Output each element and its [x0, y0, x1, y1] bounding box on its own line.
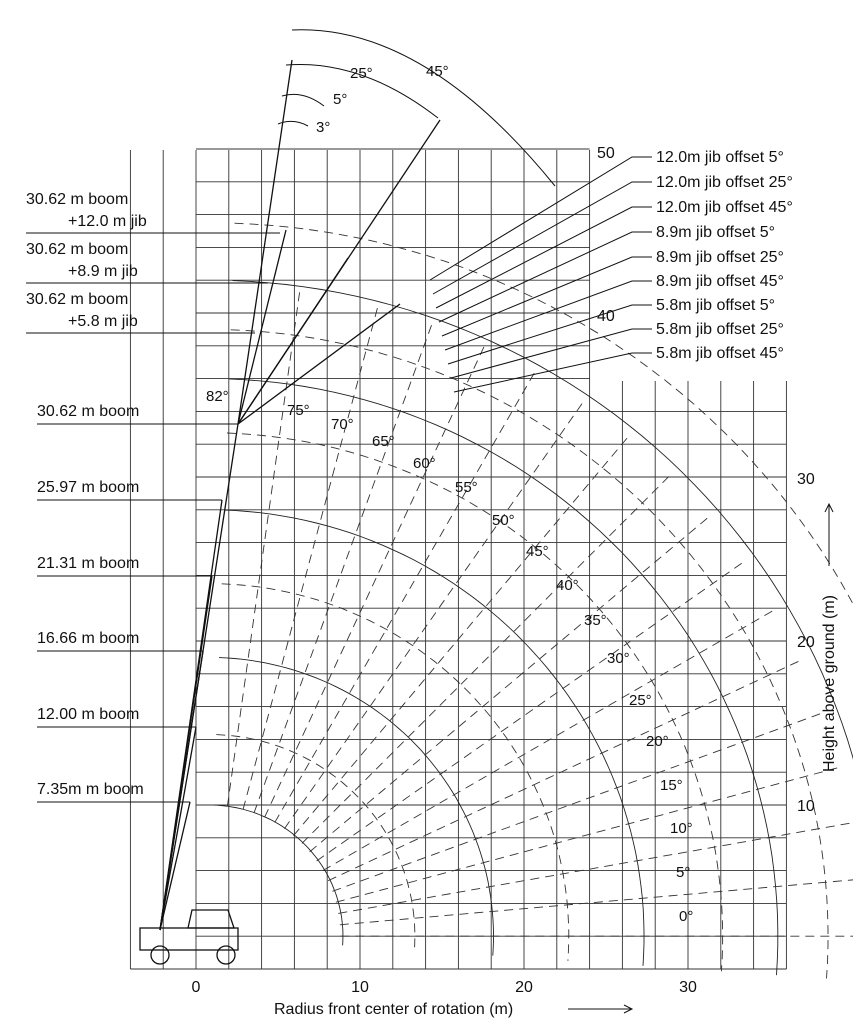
- crane-cab: [188, 910, 234, 928]
- boom-length-16-66: [37, 630, 203, 651]
- svg-text:+5.8 m jib: +5.8 m jib: [68, 313, 138, 330]
- range-arc: [233, 281, 853, 982]
- y-tick-30: 30: [797, 471, 815, 488]
- boom-angle-label: 75°: [287, 402, 310, 419]
- jib-offset-label: 5.8m jib offset 5°: [656, 297, 776, 314]
- boom-jib-label-12: [26, 191, 280, 233]
- range-arc: [229, 379, 778, 975]
- y-tick-20: 20: [797, 634, 815, 651]
- boom-length-30-62: [37, 403, 238, 424]
- boom-angle-label: 10°: [670, 820, 693, 837]
- boom-angle-label: 82°: [206, 388, 229, 405]
- boom-angle-label: 45°: [526, 543, 549, 560]
- jib-offset-label: 8.9m jib offset 45°: [656, 273, 784, 290]
- boom-angle-labels: [206, 388, 693, 925]
- y-axis-title: Height above ground (m): [821, 595, 838, 772]
- svg-text:16.66 m boom: 16.66 m boom: [37, 630, 140, 647]
- svg-text:30.62 m boom: 30.62 m boom: [26, 191, 129, 208]
- boom-length-21-31: [37, 555, 212, 576]
- offset-angle-arc: [282, 94, 324, 106]
- svg-text:30.62 m boom: 30.62 m boom: [26, 291, 129, 308]
- x-axis-title: Radius front center of rotation (m): [274, 1001, 514, 1018]
- jib-line: [238, 304, 400, 424]
- boom-length-25-97: [37, 479, 222, 500]
- boom-angle-label: 40°: [556, 577, 579, 594]
- angle-line: [227, 287, 300, 807]
- angle-line: [254, 320, 433, 813]
- jib-label-leader: [430, 157, 652, 280]
- boom-line: [160, 727, 196, 930]
- boom-angle-label: 55°: [455, 479, 478, 496]
- boom-angle-label: 35°: [584, 612, 607, 629]
- svg-text:30.62 m boom: 30.62 m boom: [26, 241, 129, 258]
- range-arc: [216, 735, 415, 951]
- angle-line: [332, 712, 825, 891]
- svg-text:+12.0 m jib: +12.0 m jib: [68, 213, 147, 230]
- svg-text:12.00 m boom: 12.00 m boom: [37, 706, 140, 723]
- svg-text:25.97 m boom: 25.97 m boom: [37, 479, 140, 496]
- boom-angle-label: 70°: [331, 416, 354, 433]
- wheel-icon: [151, 946, 169, 964]
- boom-angle-label: 25°: [629, 692, 652, 709]
- range-arc: [224, 510, 644, 966]
- svg-text:30.62 m boom: 30.62 m boom: [37, 403, 140, 420]
- boom-angle-label: 0°: [679, 908, 694, 925]
- angle-line: [317, 560, 747, 861]
- boom-angle-label: 5°: [676, 864, 691, 881]
- boom-lines: [160, 30, 652, 930]
- jib-offset-label: 12.0m jib offset 25°: [656, 174, 793, 191]
- jib-offset-label: 8.9m jib offset 25°: [656, 249, 784, 266]
- offset-angle-45: 45°: [426, 63, 449, 80]
- offset-angle-5: 5°: [333, 91, 348, 108]
- jib-offset-label: 5.8m jib offset 45°: [656, 345, 784, 362]
- jib-label-leader: [442, 257, 652, 336]
- angle-line: [310, 515, 712, 852]
- jib-label-leader: [436, 207, 652, 308]
- offset-angle-25: 25°: [350, 65, 373, 82]
- boom-angle-label: 20°: [646, 733, 669, 750]
- boom-jib-label-5-8: [26, 291, 255, 333]
- x-tick-20: 20: [515, 979, 533, 996]
- boom-angle-label: 50°: [492, 512, 515, 529]
- svg-text:7.35m m boom: 7.35m m boom: [37, 781, 144, 798]
- crane-vehicle: [140, 910, 238, 964]
- y-tick-40: 40: [597, 308, 615, 325]
- jib-offset-label: 5.8m jib offset 25°: [656, 321, 784, 338]
- boom-line: [238, 60, 292, 424]
- boom-angle-label: 65°: [372, 433, 395, 450]
- boom-angle-label: 30°: [607, 650, 630, 667]
- x-tick-0: 0: [191, 979, 201, 996]
- y-tick-50: 50: [597, 145, 615, 162]
- offset-angle-3: 3°: [316, 119, 331, 136]
- y-axis-arrow: [825, 504, 833, 566]
- jib-offset-label: 8.9m jib offset 5°: [656, 224, 776, 241]
- range-arc: [219, 658, 494, 956]
- range-arc: [231, 330, 828, 979]
- svg-text:+8.9 m jib: +8.9 m jib: [68, 263, 138, 280]
- x-tick-10: 10: [351, 979, 369, 996]
- grid: [130, 149, 786, 969]
- x-axis-arrow: [568, 1005, 632, 1013]
- boom-angle-label: 15°: [660, 777, 683, 794]
- jib-offset-labels: [656, 149, 793, 362]
- angle-line: [275, 368, 537, 822]
- boom-length-7-35: [37, 781, 190, 802]
- x-tick-30: 30: [679, 979, 697, 996]
- angle-line: [338, 822, 853, 913]
- wheel-icon: [217, 946, 235, 964]
- boom-line: [160, 802, 190, 930]
- svg-text:21.31 m boom: 21.31 m boom: [37, 555, 140, 572]
- jib-offset-label: 12.0m jib offset 45°: [656, 199, 793, 216]
- boom-length-12-00: [37, 706, 196, 727]
- angle-line: [340, 879, 853, 925]
- boom-line: [160, 651, 203, 930]
- jib-offset-label: 12.0m jib offset 5°: [656, 149, 784, 166]
- boom-angle-label: 60°: [413, 455, 436, 472]
- y-tick-10: 10: [797, 798, 815, 815]
